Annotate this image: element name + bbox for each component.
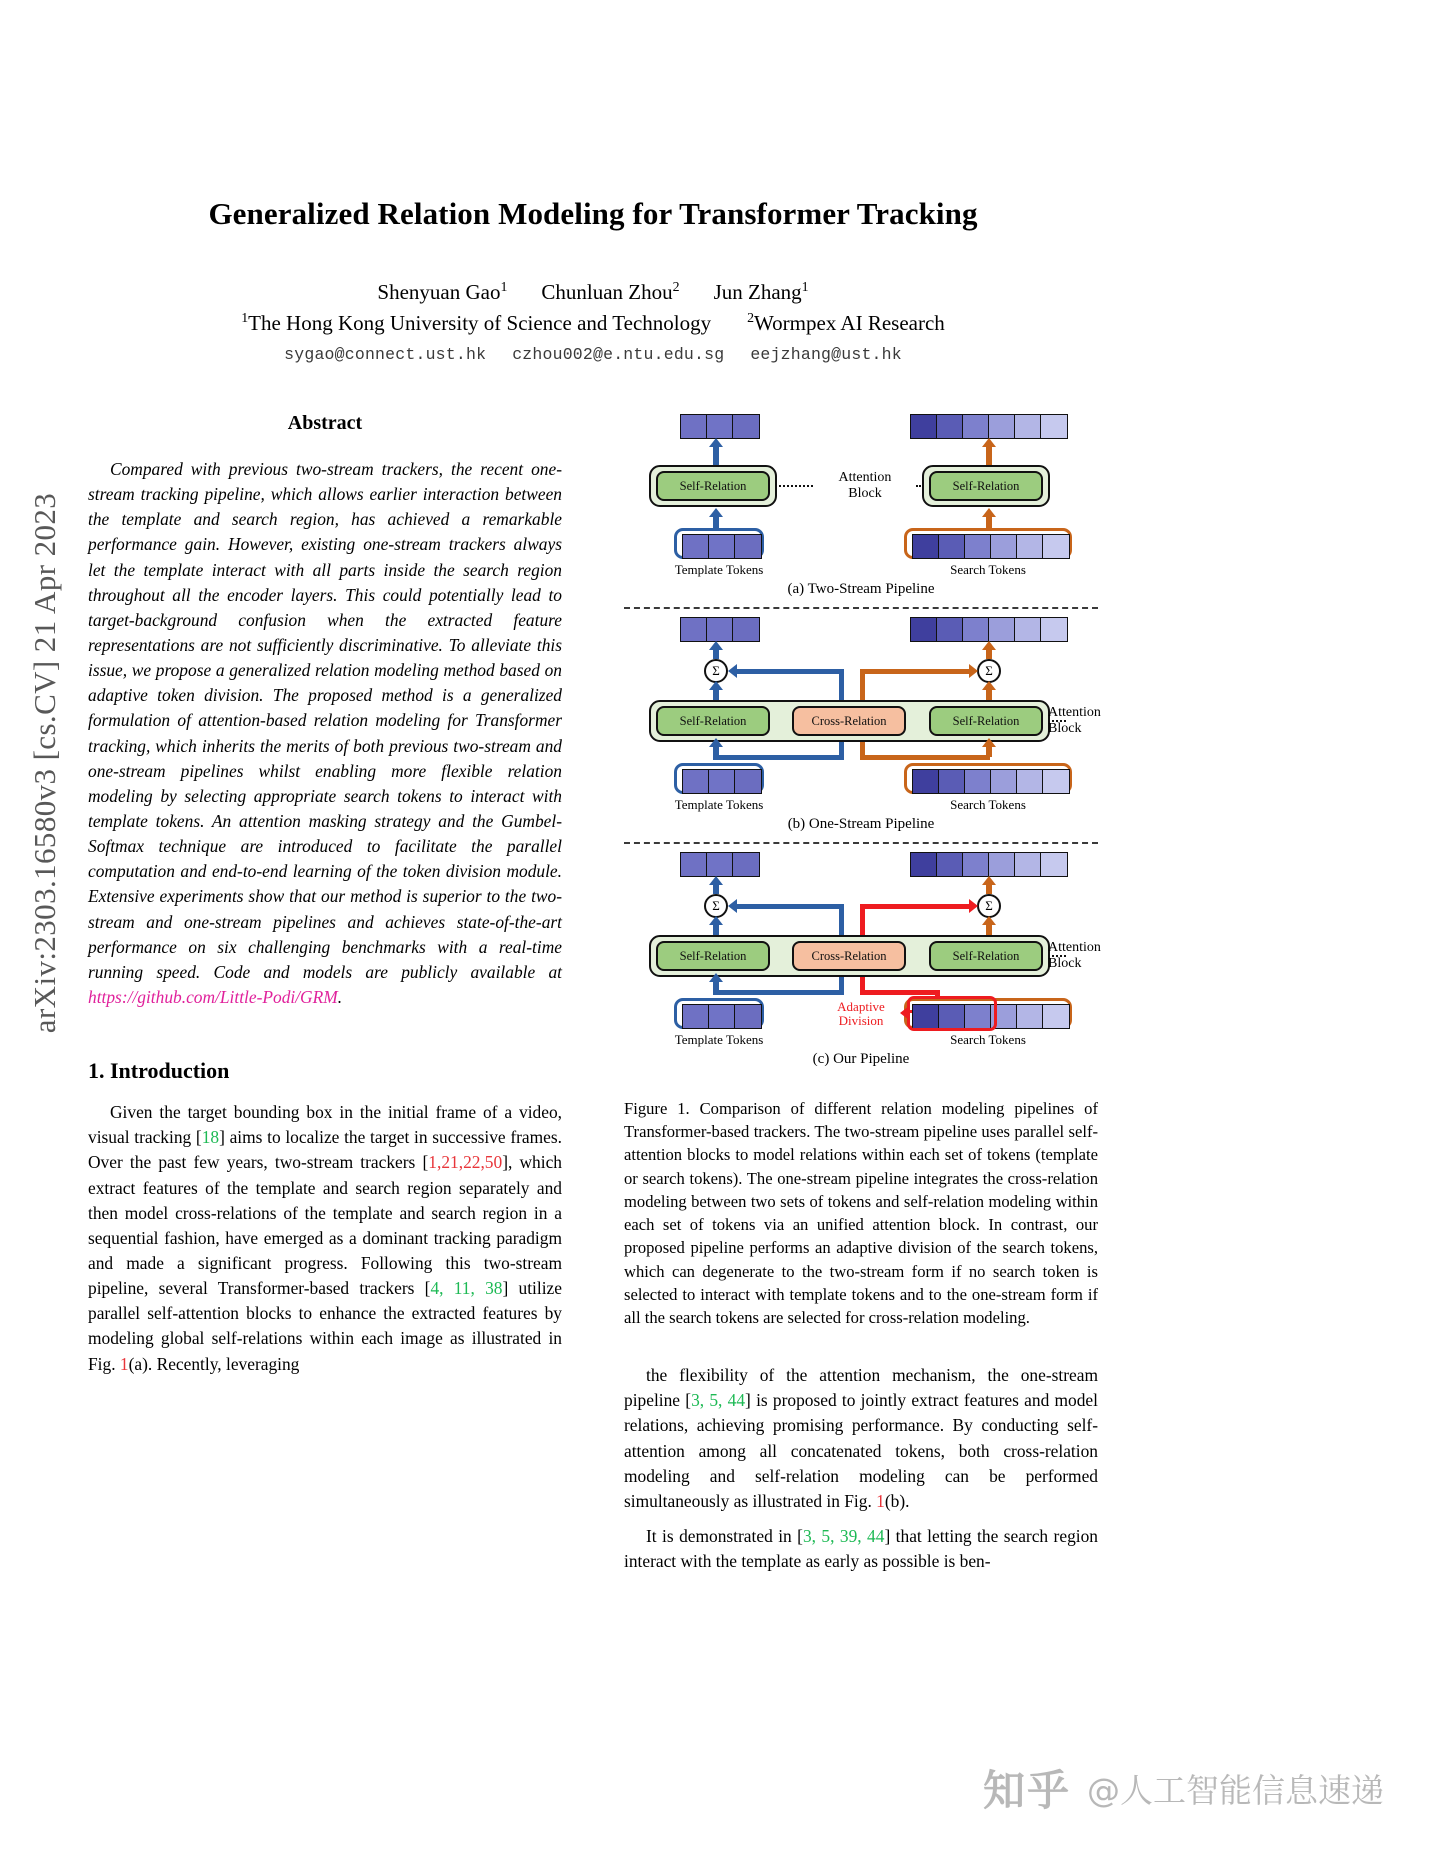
figure-ref-1b[interactable]: 1 [876,1490,885,1511]
token [963,853,989,876]
token [963,415,989,438]
figure-ref-1a[interactable]: 1 [119,1353,129,1374]
right-column [624,412,1101,1574]
panel-c-left-sigma [704,894,728,918]
email-2[interactable]: czhou002@e.ntu.edu.sg [512,345,725,364]
panel-a-attention-label-line2: Block [848,486,882,502]
panel-b-right-sigma-in-head [982,681,996,690]
intro-seg-3: ], which extract features of the template and search region separately and then model cross-relations of the template and search region in a sequential fashion, have emerged as a dominant tracking paradigm and made a significant progress. Following this two-stream pipeline, several Transformer-based trackers [ [88,1152,562,1299]
token [989,415,1015,438]
panel-c-blue-route-h [736,904,844,909]
panel-b-attention-label [1048,705,1112,737]
citation-4-11-38[interactable]: 4, 11, 38 [430,1278,503,1299]
panel-a-template-token-box [674,528,764,559]
panel-b-feed-left-h [713,755,844,760]
panel-a-right-up-arrow-shaft [986,446,992,465]
panel-b-left-sigma-label: Σ [712,663,720,678]
figure-1-caption: Figure 1. Comparison of different relation modeling pipelines of Transformer-based trackers. The two-stream pipeline uses parallel self-attention blocks to model relations within each set of tokens (template or search tokens). The one-stream pipeline integrates the cross-relation modeling between two sets of tokens and self-relation modeling within each set of tokens via an unified attention block. In contrast, our proposed pipeline performs an adaptive division of the search tokens, which can degenerate to the two-stream form if no search token is selected to interact with template tokens and to the one-stream form if all the search tokens are selected for cross-relation modeling. [624,1099,1098,1327]
affiliation-list [88,311,1098,336]
panel-a-caption: (a) Two-Stream Pipeline [787,581,935,597]
panel-a-left-in-arrow-head [709,508,723,517]
panel-a-dotted-left [779,485,813,487]
panel-b-attention-label-line2: Block [1048,721,1082,737]
panel-c-adaptive-arrow-head [900,1006,909,1020]
panel-b-right-self-relation-box [929,706,1043,736]
token [707,415,733,438]
figure-panel-a [624,412,1098,562]
panel-a-template-output-tokens [680,414,760,439]
panel-b-caption: (b) One-Stream Pipeline [787,816,935,832]
token [1015,415,1041,438]
panel-c-cross-relation-box [792,941,906,971]
watermark-logo: 知乎 [982,1766,1071,1815]
affiliation-2-name: Wormpex AI Research [754,311,945,335]
panel-b-left-up-arrow-shaft [713,649,719,659]
email-3[interactable]: eejzhang@ust.hk [750,345,902,364]
token [707,853,733,876]
token [1043,770,1069,793]
panel-c-blue-route-head [728,899,737,913]
introduction-heading: 1. Introduction [88,1058,230,1084]
panel-c-feed-left-head [709,973,723,982]
token [1041,618,1067,641]
author-2 [541,280,679,304]
panel-b-left-sigma [704,659,728,683]
panel-b-template-output-tokens [680,617,760,642]
token [683,770,709,793]
intro-seg-4: ] utilize parallel self-attention blocks to enhance the extracted features by modeling global self-relations within each image as illustrated in Fig. [88,1278,562,1374]
token [911,618,937,641]
panel-a-right-self-relation-box [929,471,1043,501]
citation-1-21-22-50[interactable]: 1,21,22,50 [428,1152,503,1173]
token [1043,1005,1069,1028]
token [735,770,761,793]
panel-b-right-block-label: Self-Relation [952,713,1020,728]
figure-1 [624,412,1101,1329]
author-3-sup: 1 [801,279,809,294]
panel-c-red-route-h [860,904,972,909]
panel-b-feed-left-head [709,738,723,747]
token [1041,415,1067,438]
panel-c-feed-left-h [713,990,844,995]
panel-c-right-sigma-label: Σ [985,898,993,913]
token [733,415,759,438]
panel-c-search-tokens-label: Search Tokens [950,1032,1026,1047]
token [1043,535,1069,558]
panel-b-left-sigma-in-head [709,681,723,690]
panel-a-template-tokens [682,534,762,559]
watermark-text: @人工智能信息速递 [1087,1770,1384,1810]
panel-b-search-output-tokens [910,617,1068,642]
token [683,1005,709,1028]
token [681,415,707,438]
panel-c-red-route-head [969,899,978,913]
right-column-body [624,1363,1098,1574]
affiliation-1-sup: 1 [241,310,249,325]
token [1015,853,1041,876]
affiliation-1 [241,311,711,335]
body-columns [88,412,1101,1574]
author-3-name: Jun Zhang [713,280,802,304]
token [707,618,733,641]
panel-c-left-sigma-label: Σ [712,898,720,913]
affiliation-2 [747,311,945,335]
author-list [88,280,1098,305]
arxiv-stamp: arXiv:2303.16580v3 [cs.CV] 21 Apr 2023 [27,492,62,1034]
token [965,770,991,793]
right-p2-seg-1: It is demonstrated in [ [646,1526,803,1547]
token [911,853,937,876]
token [683,535,709,558]
token [681,618,707,641]
panel-b-template-token-box [674,763,764,794]
panel-c-attention-label-line2: Block [1048,956,1082,972]
panel-c-left-block-label: Self-Relation [679,948,747,963]
panel-c-right-up-arrow-head [982,876,996,885]
panel-a-dotted-right [916,485,924,487]
watermark [983,1758,1384,1818]
panel-a-template-tokens-label: Template Tokens [674,562,764,577]
panel-c-adaptive-division-highlight [907,996,997,1031]
introduction-paragraph-1 [88,1100,562,1377]
token [965,535,991,558]
panel-c-template-tokens-label: Template Tokens [674,1032,764,1047]
panel-b-right-up-arrow-shaft [986,649,992,659]
panel-b-center-block-label: Cross-Relation [811,713,887,728]
panel-c-adaptive-arrow-line [906,1010,912,1013]
citation-18[interactable]: 18 [201,1127,220,1148]
token [735,535,761,558]
panel-a-right-block-label: Self-Relation [952,478,1020,493]
panel-b-feed-right-h [860,755,990,760]
citation-3-5-39-44[interactable]: 3, 5, 39, 44 [802,1526,885,1547]
token [1041,853,1067,876]
token [939,770,965,793]
author-3 [714,280,809,304]
right-p1-seg-3: (b). [884,1490,910,1511]
panel-a-search-token-box [904,528,1072,559]
panel-a-search-tokens [912,534,1070,559]
token [989,618,1015,641]
panel-c-attention-label-line1: Attention [1048,940,1101,955]
abstract-url-link[interactable]: https://github.com/Little-Podi/GRM [88,986,338,1007]
token [1015,618,1041,641]
intro-seg-2: ] aims to localize the target in successive frames. Over the past few years, two-stream trackers [ [88,1127,562,1173]
token [709,535,735,558]
citation-3-5-44[interactable]: 3, 5, 44 [691,1390,746,1411]
token [709,1005,735,1028]
token [991,535,1017,558]
panel-a-left-self-relation-box [656,471,770,501]
token [991,770,1017,793]
figure-panel-c [624,852,1101,1002]
panel-b-attention-label-line1: Attention [1048,705,1101,720]
token [1017,1005,1043,1028]
abstract-text: Compared with previous two-stream trackers, the recent one-stream tracking pipeline, which allows earlier interaction between the template and search region, has achieved a remarkable performance gain. However, existing one-stream trackers always let the template interact with all parts inside the search region throughout all the encoder layers. This could potentially lead to target-background confusion when the extracted feature representations are not sufficiently discriminative. To alleviate this issue, we propose a generalized relation modeling method based on adaptive token division. The proposed method is a generalized formulation of attention-based relation modeling for Transformer tracking, which inherits the merits of both previous two-stream and one-stream pipelines whilst enabling more flexible relation modeling by selecting appropriate search tokens to interact with template tokens. An attention masking strategy and the Gumbel-Softmax technique are introduced to facilitate the parallel computation and end-to-end learning of the token division module. Extensive experiments show that our method is superior to the two-stream and one-stream pipelines and achieves state-of-the-art performance on six challenging benchmarks with a real-time running speed. Code and models are publicly available at [88,459,562,982]
figure-1-diagram [624,412,1101,1067]
right-p1-seg-2: ] is proposed to jointly extract features and model relations, achieving promising performance. By conducting self-attention among all concatenated tokens, both cross-relation modeling and self-relation modeling can be performed simultaneously as illustrated in Fig. [624,1390,1098,1511]
panel-c-right-self-relation-box [929,941,1043,971]
panel-b-orange-route-h [860,669,972,674]
author-2-name: Chunluan Zhou [541,280,673,304]
panel-a-left-up-arrow-shaft [713,446,719,465]
panel-b-right-up-arrow-head [982,641,996,650]
panel-c-attention-label [1048,940,1112,972]
panel-b-feed-right-head [982,738,996,747]
panel-b-search-tokens [912,769,1070,794]
token [937,618,963,641]
panel-b-search-tokens-label: Search Tokens [950,797,1026,812]
email-list [88,345,1098,364]
panel-a-left-up-arrow-head [709,438,723,447]
abstract-heading: Abstract [287,412,363,434]
panel-b-left-block-label: Self-Relation [679,713,747,728]
token [911,415,937,438]
panel-c-left-up-arrow-head [709,876,723,885]
panel-b-blue-route-head [728,664,737,678]
panel-a-right-up-arrow-head [982,438,996,447]
figure-divider-2 [624,842,1098,844]
token [913,770,939,793]
token [733,853,759,876]
panel-c-template-tokens [682,1004,762,1029]
token [733,618,759,641]
panel-b-right-sigma [977,659,1001,683]
panel-b-search-token-box [904,763,1072,794]
panel-c-feed-right-h [860,990,940,995]
panel-c-adaptive-line1: Adaptive [837,999,885,1014]
panel-c-right-sigma-in-head [982,916,996,925]
panel-c-adaptive-division-label [820,1000,902,1029]
panel-b-left-self-relation-box [656,706,770,736]
abstract-text-tail: . [337,986,343,1007]
panel-c-adaptive-line2: Division [838,1013,884,1029]
author-1-name: Shenyuan Gao [377,280,501,304]
paper-page [88,0,1101,1864]
left-column [88,412,562,1574]
right-p2-seg-2: ] that letting the search region interact with the template as early as possible is ben- [624,1526,1098,1572]
panel-b-orange-route-head [969,664,978,678]
abstract-body [88,457,562,1010]
panel-c-template-token-box [674,998,764,1029]
figure-panel-b [624,617,1101,767]
panel-c-search-output-tokens [910,852,1068,877]
panel-c-caption: (c) Our Pipeline [812,1051,910,1067]
token [913,535,939,558]
token [963,618,989,641]
panel-c-center-block-label: Cross-Relation [811,948,887,963]
token [939,535,965,558]
panel-b-blue-route-h [736,669,844,674]
panel-c-left-up-arrow-shaft [713,884,719,894]
figure-divider-1 [624,607,1098,609]
panel-b-template-tokens-label: Template Tokens [674,797,764,812]
author-2-sup: 2 [672,279,680,294]
right-paragraph-2 [624,1524,1098,1574]
email-1[interactable]: sygao@connect.ust.hk [284,345,487,364]
author-1-sup: 1 [500,279,508,294]
intro-seg-1: Given the target bounding box in the initial frame of a video, visual tracking [ [88,1102,562,1148]
panel-b-right-sigma-label: Σ [985,663,993,678]
author-1 [377,280,507,304]
panel-a-right-in-arrow-head [982,508,996,517]
panel-b-left-up-arrow-head [709,641,723,650]
right-p1-seg-1: the flexibility of the attention mechanism, the one-stream pipeline [ [624,1365,1098,1411]
panel-a-attention-label [810,470,920,502]
panel-a-left-block-label: Self-Relation [679,478,747,493]
panel-c-right-block-label: Self-Relation [952,948,1020,963]
panel-a-search-output-tokens [910,414,1068,439]
token [937,415,963,438]
token [1017,535,1043,558]
page-title: Generalized Relation Modeling for Transformer Tracking [208,196,978,231]
panel-c-right-sigma [977,894,1001,918]
token [681,853,707,876]
panel-b-template-tokens [682,769,762,794]
affiliation-2-sup: 2 [747,310,755,325]
panel-c-template-output-tokens [680,852,760,877]
token [735,1005,761,1028]
panel-b-cross-relation-box [792,706,906,736]
token [1017,770,1043,793]
token [989,853,1015,876]
token [937,853,963,876]
right-paragraph-1 [624,1363,1098,1514]
panel-a-attention-label-line1: Attention [838,470,892,485]
panel-a-search-tokens-label: Search Tokens [950,562,1026,577]
affiliation-1-name: The Hong Kong University of Science and Technology [248,311,712,335]
panel-c-left-self-relation-box [656,941,770,971]
token [709,770,735,793]
panel-c-right-up-arrow-shaft [986,884,992,894]
intro-seg-5: (a). Recently, leveraging [128,1353,300,1374]
panel-c-left-sigma-in-head [709,916,723,925]
